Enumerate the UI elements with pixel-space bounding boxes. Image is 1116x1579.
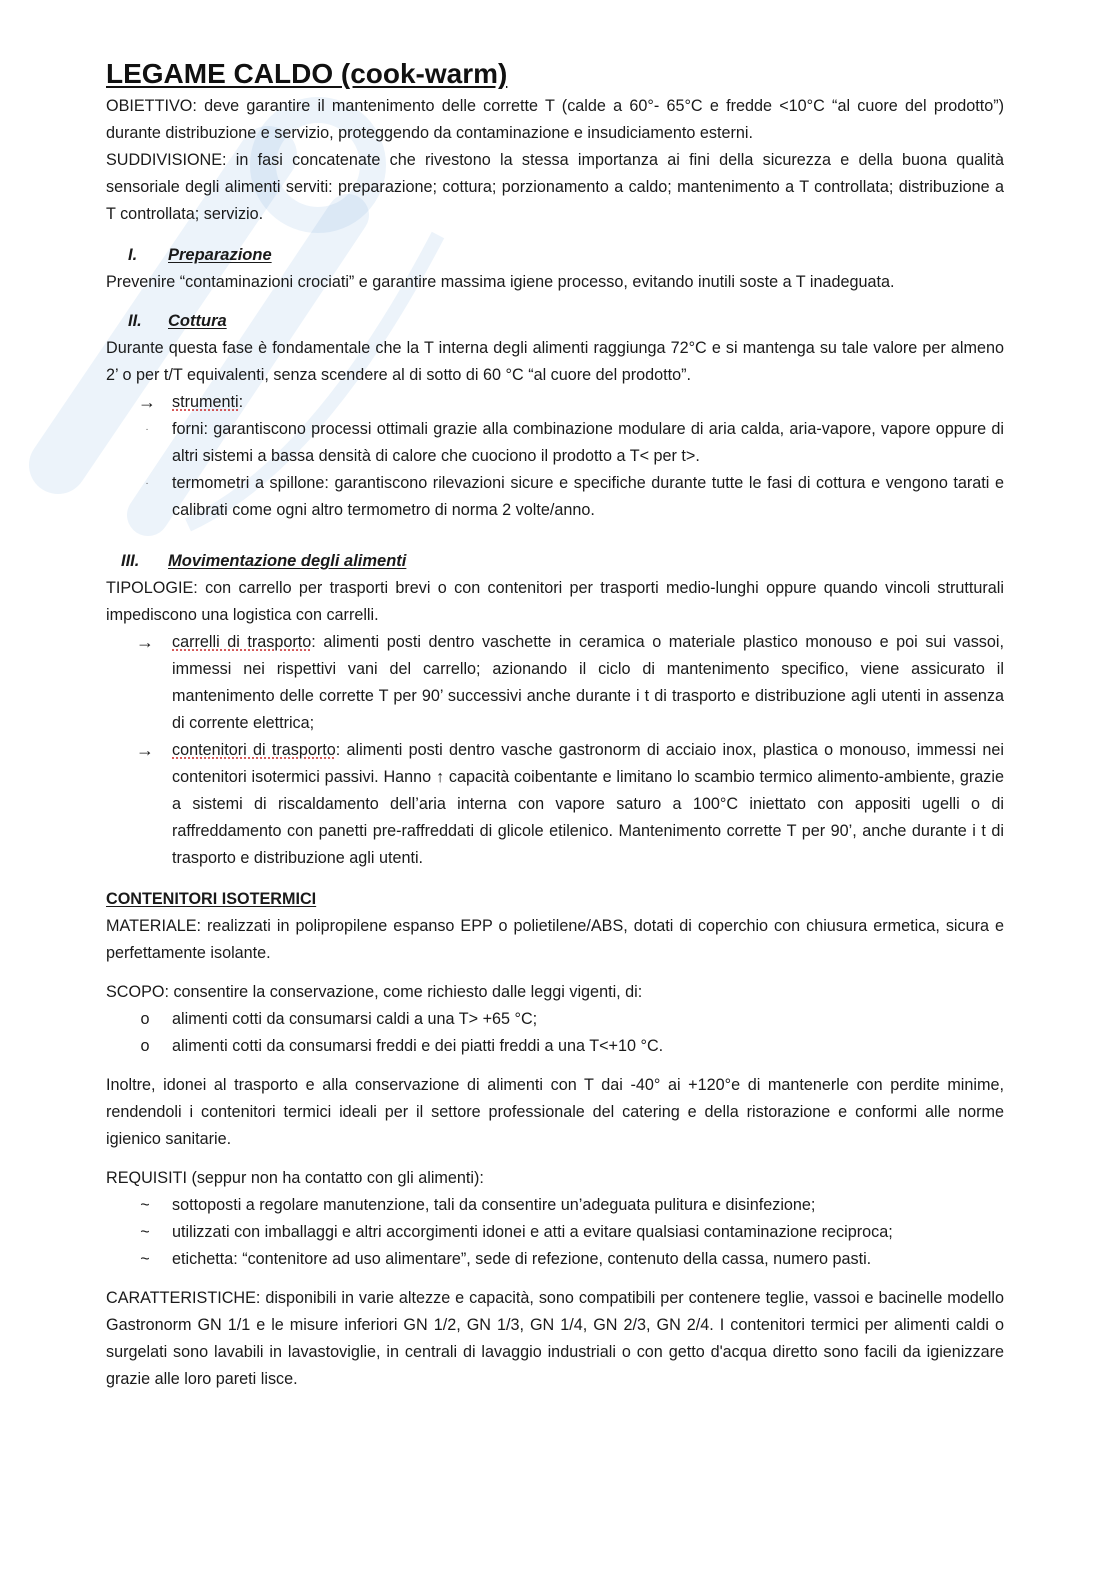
list-item: [106, 737, 1004, 872]
item-label: contenitori di trasporto: [172, 741, 336, 759]
transport-list: [106, 629, 1004, 872]
tipologie-paragraph: TIPOLOGIE: con carrello per trasporti brevi o con contenitori per trasporti medio-lunghi oppure quando vincoli strutturali impediscono una logistica con carrelli.: [106, 579, 1004, 624]
scopo-item: alimenti cotti da consumarsi caldi a una T> +65 °C;: [172, 1010, 538, 1028]
isotermici-heading: CONTENITORI ISOTERMICI: [106, 890, 317, 908]
scopo-item: alimenti cotti da consumarsi freddi e dei piatti freddi a una T<+10 °C.: [172, 1037, 664, 1055]
document-page: [106, 56, 1004, 1393]
section-number: III.: [121, 552, 140, 570]
scopo-list: [106, 1006, 1004, 1060]
list-item: [106, 1033, 1004, 1060]
section-number: II.: [128, 312, 142, 330]
list-item: [106, 1246, 1004, 1273]
arrow-right-icon: →: [136, 740, 154, 760]
list-item: [106, 389, 1004, 416]
bullet-dot-icon: ·: [145, 424, 149, 435]
requisiti-list: [106, 1192, 1004, 1273]
caratteristiche-paragraph: CARATTERISTICHE: disponibili in varie altezze e capacità, sono compatibili per contenere teglie, vassoi e bacinelle modello Gastronorm GN 1/1 e le misure inferiori GN 1/2, GN 1/3, GN 1/4, GN 2/3, GN 2/4. I contenitori termici per alimenti caldi o surgelati sono lavabili in lavastoviglie, in centrali di lavaggio industriali o con getto d'acqua diretto sono facili da igienizzare grazie alle loro pareti lisce.: [106, 1289, 1004, 1388]
requisiti-item: utilizzati con imballaggi e altri accorgimenti idonei e atti a evitare qualsiasi contaminazione reciproca;: [172, 1223, 893, 1241]
bullet-circle-icon: o: [140, 1010, 150, 1028]
carrelli-item: [172, 629, 1004, 737]
materiale-paragraph: MATERIALE: realizzati in polipropilene espanso EPP o polietilene/ABS, dotati di coperchio con chiusura ermetica, sicura e perfettamente isolante.: [106, 917, 1004, 962]
page-title: LEGAME CALDO (cook-warm): [106, 58, 508, 89]
requisiti-item: sottoposti a regolare manutenzione, tali da consentire un’adeguata pulitura e disinfezione;: [172, 1196, 816, 1214]
obiettivo-paragraph: OBIETTIVO: deve garantire il mantenimento delle corrette T (calde a 60°- 65°C e fredde <10°C “al cuore del prodotto”) durante distribuzione e servizio, proteggendo da contaminazione e insudiciamento esterni.: [106, 97, 1004, 142]
section-heading-movimentazione: [106, 548, 1004, 575]
bullet-tilde-icon: ~: [140, 1250, 150, 1268]
list-item: [106, 1219, 1004, 1246]
list-item: [106, 1006, 1004, 1033]
list-item: [106, 416, 1004, 470]
tools-suffix: :: [238, 393, 244, 411]
list-item: [106, 629, 1004, 737]
section-heading-preparazione: [106, 242, 1004, 269]
tool-termometri: termometri a spillone: garantiscono rilevazioni sicure e specifiche durante tutte le fasi di cottura e vengono tarati e calibrati come ogni altro termometro di norma 2 volte/anno.: [172, 474, 1004, 519]
item-label: carrelli di trasporto: [172, 633, 312, 651]
bullet-tilde-icon: ~: [140, 1196, 150, 1214]
requisiti-paragraph: REQUISITI (seppur non ha contatto con gli alimenti):: [106, 1169, 484, 1187]
list-item: [106, 470, 1004, 524]
bullet-circle-icon: o: [140, 1037, 150, 1055]
tool-forni: forni: garantiscono processi ottimali grazie alla combinazione modulare di aria calda, aria-vapore, vapore oppure di altri sistemi a bassa densità di calore che cuociono il prodotto a T< per t>.: [172, 420, 1004, 465]
section-number: I.: [128, 246, 138, 264]
item-text: : alimenti posti dentro vaschette in ceramica o materiale plastico monouso e poi sui vassoi, immessi nei rispettivi vani del carrello; azionando il ciclo di mantenimento specifico, viene assicurato il mantenimento delle corrette T per 90’ successivi anche durante i t di trasporto e distribuzione agli utenti in assenza di corrente elettrica;: [172, 633, 1004, 732]
bullet-tilde-icon: ~: [140, 1223, 150, 1241]
section-title: Cottura: [168, 312, 227, 330]
cottura-paragraph: Durante questa fase è fondamentale che la T interna degli alimenti raggiunga 72°C e si mantenga su tale valore per almeno 2’ o per t/T equivalenti, senza scendere al di sotto di 60 °C “al cuore del prodotto”.: [106, 339, 1004, 384]
list-item: [106, 1192, 1004, 1219]
item-text: : alimenti posti dentro vasche gastronorm di acciaio inox, plastica o monouso, immessi nei contenitori isotermici passivi. Hanno ↑ capacità coibentante e limitano lo scambio termico alimento-ambiente, grazie a sistemi di riscaldamento dell’aria interna con vapore saturo a 100°C iniettato con appositi ugelli o di raffreddamento con panetti pre-raffreddati di glicole etilenico. Mantenimento corrette T per 90’, anche durante i t di trasporto e distribuzione agli utenti.: [172, 741, 1004, 867]
inoltre-paragraph: Inoltre, idonei al trasporto e alla conservazione di alimenti con T dai -40° ai +120°e di mantenerle con perdite minime, rendendoli i contenitori termici ideali per il settore professionale del catering e della ristorazione e conformi alle norme igienico sanitarie.: [106, 1076, 1004, 1148]
bullet-dot-icon: ·: [145, 478, 149, 489]
scopo-paragraph: SCOPO: consentire la conservazione, come richiesto dalle leggi vigenti, di:: [106, 983, 643, 1001]
tools-label-line: [172, 389, 1004, 416]
section-title: Movimentazione degli alimenti: [168, 552, 407, 570]
suddivisione-paragraph: SUDDIVISIONE: in fasi concatenate che rivestono la stessa importanza ai fini della sicurezza e della buona qualità sensoriale degli alimenti serviti: preparazione; cottura; porzionamento a caldo; mantenimento a T controllata; distribuzione a T controllata; servizio.: [106, 151, 1004, 223]
contenitori-item: [172, 737, 1004, 872]
tools-list: [106, 389, 1004, 524]
section-title: Preparazione: [168, 246, 272, 264]
arrow-right-icon: →: [136, 632, 154, 652]
arrow-right-icon: →: [138, 392, 156, 412]
preparazione-paragraph: Prevenire “contaminazioni crociati” e garantire massima igiene processo, evitando inutili soste a T inadeguata.: [106, 273, 895, 291]
requisiti-item: etichetta: “contenitore ad uso alimentare”, sede di refezione, contenuto della cassa, numero pasti.: [172, 1250, 872, 1268]
section-heading-cottura: [106, 308, 1004, 335]
tools-label: strumenti: [172, 393, 239, 411]
